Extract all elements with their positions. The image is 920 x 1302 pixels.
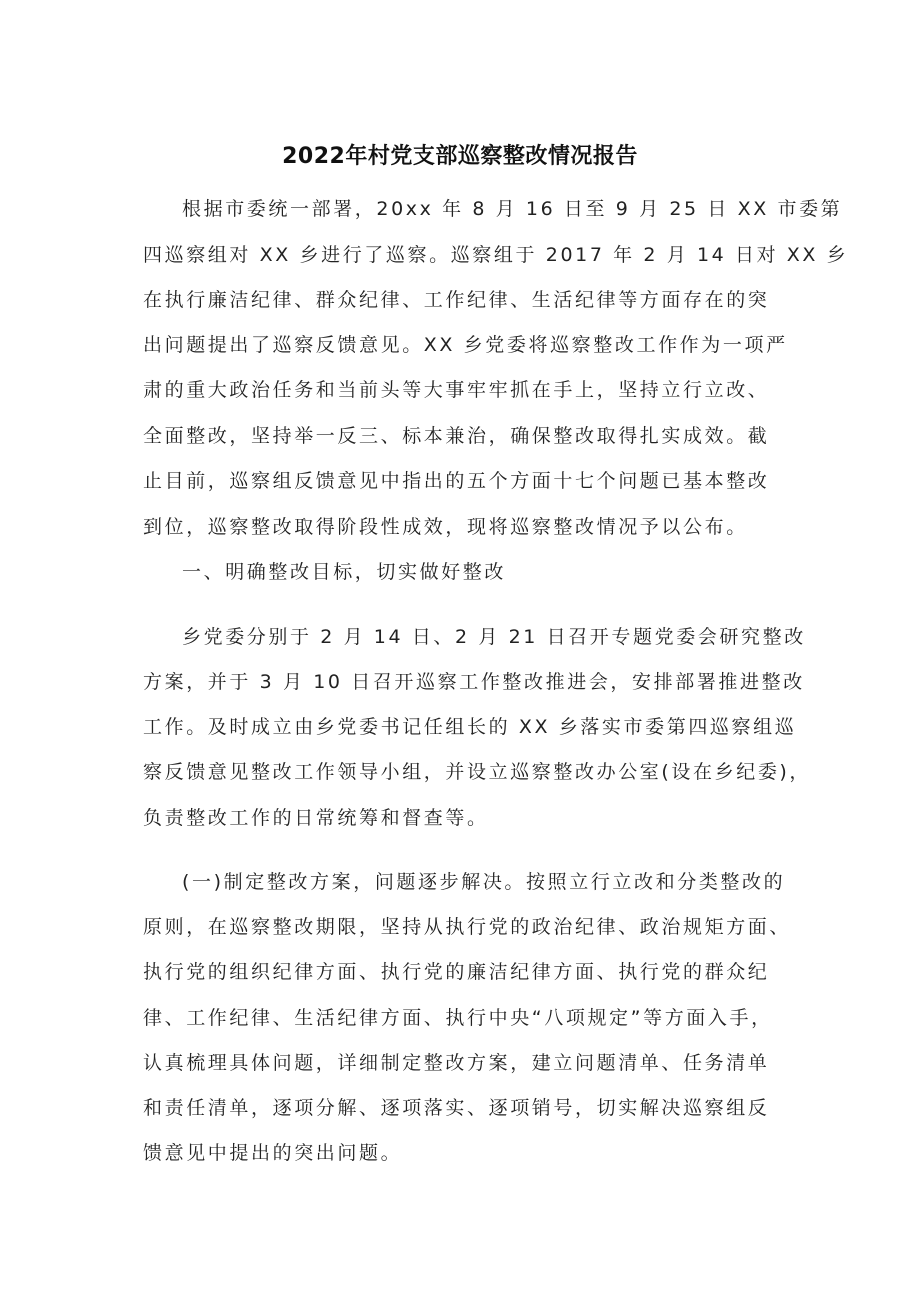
- paragraph-line: 乡党委分别于 2 月 14 日、2 月 21 日召开专题党委会研究整改: [182, 626, 806, 648]
- paragraph-line: 律、工作纪律、生活纪律方面、执行中央“八项规定”等方面入手，: [143, 1007, 773, 1029]
- paragraph-line: 四巡察组对 XX 乡进行了巡察。巡察组于 2017 年 2 月 14 日对 XX 乡: [143, 244, 849, 266]
- section-heading: 一、明确整改目标，切实做好整改: [182, 561, 507, 583]
- paragraph-line: 负责整改工作的日常统筹和督查等。: [143, 807, 489, 829]
- paragraph-line: 原则，在巡察整改期限，坚持从执行党的政治纪律、政治规矩方面、: [143, 916, 792, 938]
- paragraph-line: 根据市委统一部署，20xx 年 8 月 16 日至 9 月 25 日 XX 市委第: [182, 198, 843, 220]
- paragraph-line: 在执行廉洁纪律、群众纪律、工作纪律、生活纪律等方面存在的突: [143, 289, 770, 311]
- paragraph-line: 工作。及时成立由乡党委书记任组长的 XX 乡落实市委第四巡察组巡: [143, 716, 797, 738]
- paragraph-line: 出问题提出了巡察反馈意见。XX 乡党委将巡察整改工作作为一项严: [143, 334, 788, 356]
- paragraph-line: 止目前，巡察组反馈意见中指出的五个方面十七个问题已基本整改: [143, 470, 770, 492]
- paragraph-line: 馈意见中提出的突出问题。: [143, 1142, 403, 1164]
- subsection-line: (一)制定整改方案，问题逐步解决。按照立行立改和分类整改的: [182, 871, 786, 893]
- paragraph-line: 到位，巡察整改取得阶段性成效，现将巡察整改情况予以公布。: [143, 516, 748, 538]
- paragraph-line: 认真梳理具体问题，详细制定整改方案，建立问题清单、任务清单: [143, 1052, 770, 1074]
- paragraph-line: 方案，并于 3 月 10 日召开巡察工作整改推进会，安排部署推进整改: [143, 671, 805, 693]
- paragraph-line: 肃的重大政治任务和当前头等大事牢牢抓在手上，坚持立行立改、: [143, 379, 770, 401]
- paragraph-line: 察反馈意见整改工作领导小组，并设立巡察整改办公室(设在乡纪委)，: [143, 761, 812, 783]
- paragraph-line: 执行党的组织纪律方面、执行党的廉洁纪律方面、执行党的群众纪: [143, 961, 770, 983]
- paragraph-line: 和责任清单，逐项分解、逐项落实、逐项销号，切实解决巡察组反: [143, 1097, 770, 1119]
- paragraph-line: 全面整改，坚持举一反三、标本兼治，确保整改取得扎实成效。截: [143, 425, 770, 447]
- document-title: 2022年村党支部巡察整改情况报告: [282, 144, 638, 169]
